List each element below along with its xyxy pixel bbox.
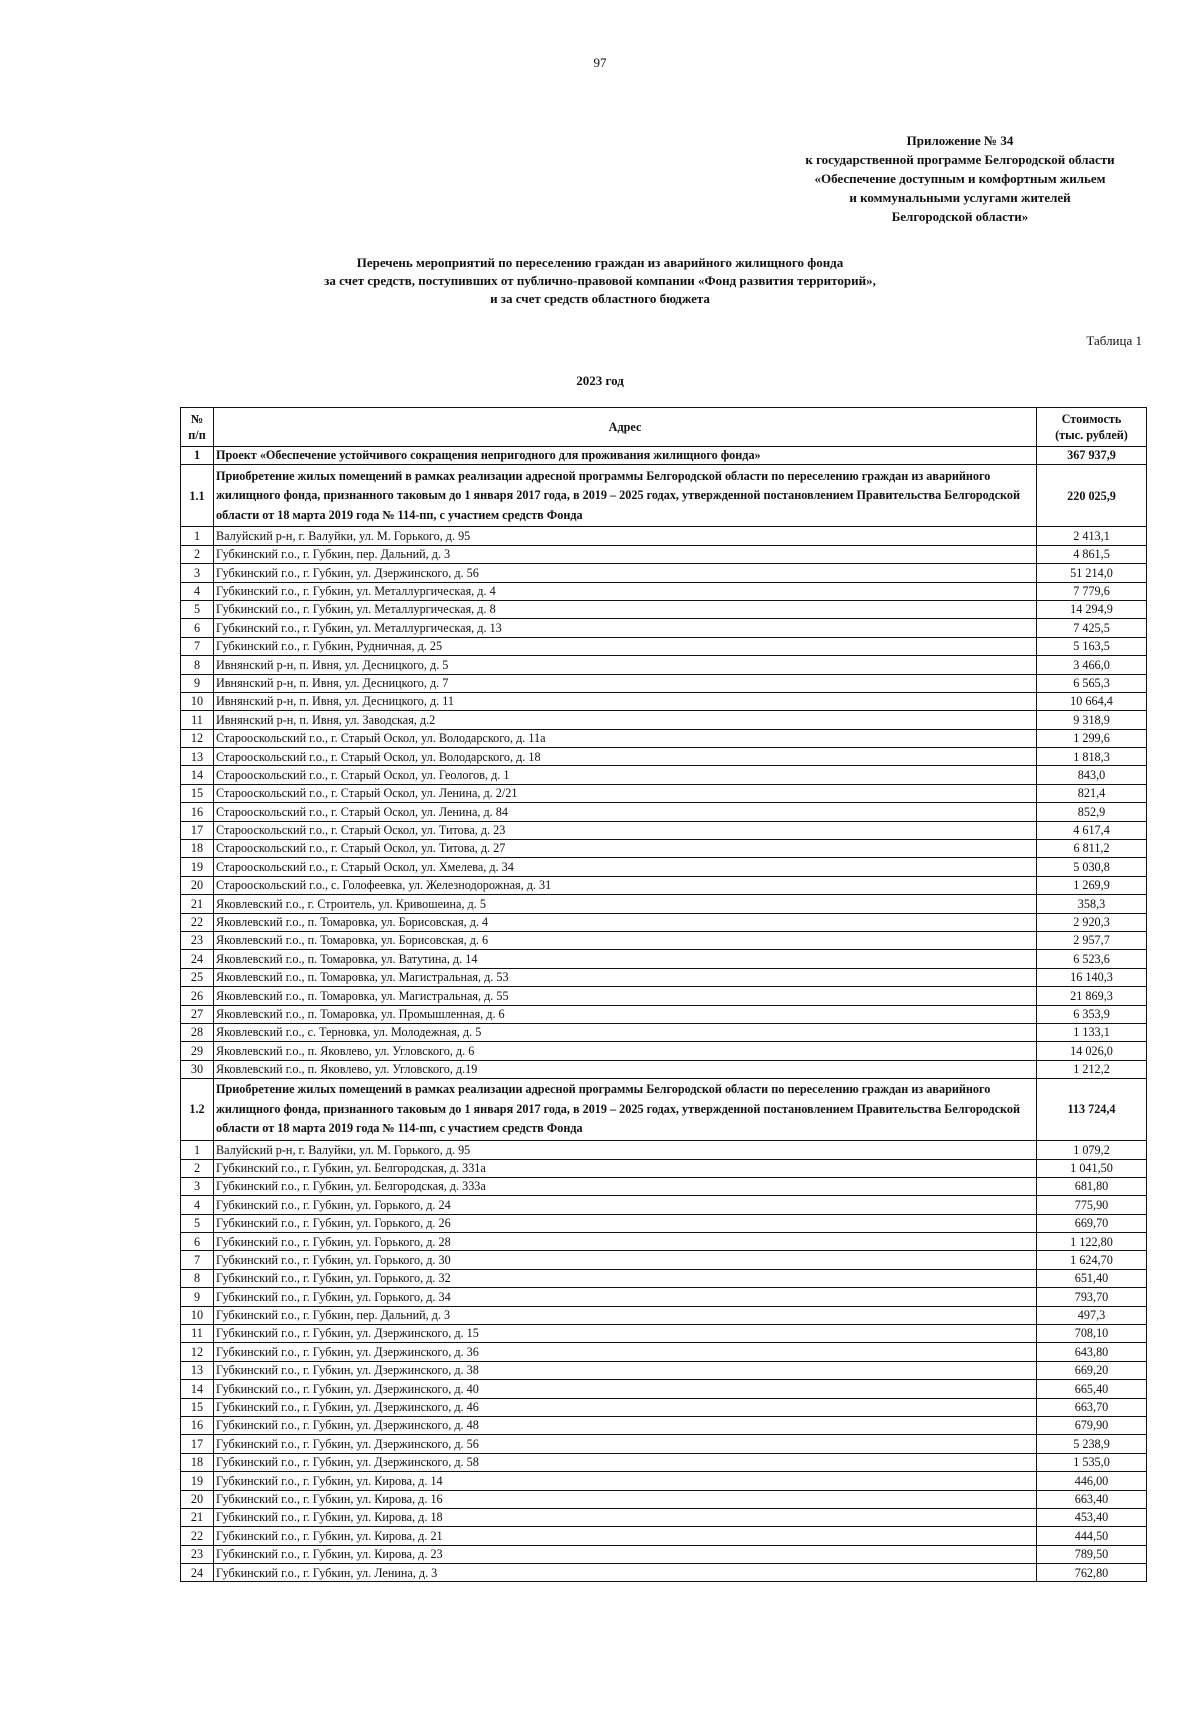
row-address: Ивнянский р-н, п. Ивня, ул. Десницкого, д. 5 (214, 656, 1037, 674)
row-number: 9 (181, 1288, 214, 1306)
row-address: Губкинский г.о., г. Губкин, ул. Горького, д. 24 (214, 1196, 1037, 1214)
table-row (181, 1325, 1147, 1343)
row-cost: 5 030,8 (1037, 858, 1147, 876)
table-row (181, 1490, 1147, 1508)
row-cost: 1 122,80 (1037, 1233, 1147, 1251)
table-row (181, 545, 1147, 563)
row-number: 6 (181, 619, 214, 637)
row-number: 3 (181, 564, 214, 582)
row-number: 3 (181, 1177, 214, 1195)
appendix-line: Белгородской области» (891, 209, 1029, 224)
row-number: 7 (181, 1251, 214, 1269)
table-row (181, 876, 1147, 894)
row-number: 4 (181, 1196, 214, 1214)
table-row (181, 582, 1147, 600)
row-address: Яковлевский г.о., г. Строитель, ул. Кривошеина, д. 5 (214, 895, 1037, 913)
row-address: Губкинский г.о., г. Губкин, ул. Белгородская, д. 333а (214, 1177, 1037, 1195)
row-address: Яковлевский г.о., п. Яковлево, ул. Угловского, д. 6 (214, 1042, 1037, 1060)
row-cost: 5 163,5 (1037, 637, 1147, 655)
row-cost: 793,70 (1037, 1288, 1147, 1306)
table-row (181, 465, 1147, 527)
row-cost: 2 413,1 (1037, 527, 1147, 545)
row-cost: 444,50 (1037, 1527, 1147, 1545)
row-cost: 669,70 (1037, 1214, 1147, 1232)
row-number: 11 (181, 1325, 214, 1343)
row-address: Приобретение жилых помещений в рамках реализации адресной программы Белгородской области по переселению граждан из аварийного жилищного фонда, признанного таковым до 1 января 2017 года, в 2019 – 2025 годах, утвержденной постановлением Правительства Белгородской области от 18 марта 2019 года № 114-пп, с участием средств Фонда (214, 465, 1037, 527)
row-address: Губкинский г.о., г. Губкин, ул. Белгородская, д. 331а (214, 1159, 1037, 1177)
row-cost: 3 466,0 (1037, 656, 1147, 674)
row-cost: 4 861,5 (1037, 545, 1147, 563)
row-cost: 1 299,6 (1037, 729, 1147, 747)
title-line: Перечень мероприятий по переселению граждан из аварийного жилищного фонда (356, 255, 844, 270)
row-address: Губкинский г.о., г. Губкин, ул. Дзержинского, д. 36 (214, 1343, 1037, 1361)
row-address: Ивнянский р-н, п. Ивня, ул. Заводская, д.2 (214, 711, 1037, 729)
table-header-row (181, 408, 1147, 447)
row-address: Яковлевский г.о., с. Терновка, ул. Молодежная, д. 5 (214, 1023, 1037, 1041)
header-address (214, 408, 1037, 447)
row-number: 1 (181, 447, 214, 465)
row-cost: 2 957,7 (1037, 931, 1147, 949)
row-address: Старооскольский г.о., г. Старый Оскол, ул. Титова, д. 27 (214, 840, 1037, 858)
table-row (181, 637, 1147, 655)
row-cost: 7 779,6 (1037, 582, 1147, 600)
row-cost: 453,40 (1037, 1508, 1147, 1526)
table-label: Таблица 1 (1086, 333, 1142, 348)
table-row (181, 1527, 1147, 1545)
row-address: Губкинский г.о., г. Губкин, ул. Горького, д. 32 (214, 1269, 1037, 1287)
row-number: 30 (181, 1060, 214, 1078)
table-row (181, 527, 1147, 545)
row-number: 21 (181, 1508, 214, 1526)
row-number: 10 (181, 692, 214, 710)
table-row (181, 1214, 1147, 1232)
row-cost: 1 818,3 (1037, 748, 1147, 766)
table-row (181, 1005, 1147, 1023)
table-row (181, 619, 1147, 637)
row-number: 23 (181, 1545, 214, 1563)
row-address: Старооскольский г.о., г. Старый Оскол, ул. Володарского, д. 11а (214, 729, 1037, 747)
row-cost: 6 523,6 (1037, 950, 1147, 968)
row-address: Старооскольский г.о., с. Голофеевка, ул. Железнодорожная, д. 31 (214, 876, 1037, 894)
table-row (181, 1023, 1147, 1041)
row-address: Яковлевский г.о., п. Томаровка, ул. Борисовская, д. 4 (214, 913, 1037, 931)
title-line: за счет средств, поступивших от публично-правовой компании «Фонд развития территорий», (324, 273, 876, 288)
table-row (181, 858, 1147, 876)
table-body (181, 447, 1147, 1582)
row-cost: 113 724,4 (1037, 1079, 1147, 1141)
row-address: Губкинский г.о., г. Губкин, ул. Металлургическая, д. 13 (214, 619, 1037, 637)
row-cost: 14 294,9 (1037, 600, 1147, 618)
table-row (181, 564, 1147, 582)
row-number: 19 (181, 1472, 214, 1490)
row-address: Губкинский г.о., г. Губкин, ул. Дзержинского, д. 56 (214, 564, 1037, 582)
row-number: 10 (181, 1306, 214, 1324)
row-cost: 651,40 (1037, 1269, 1147, 1287)
row-number: 22 (181, 913, 214, 931)
row-number: 19 (181, 858, 214, 876)
row-number: 13 (181, 1361, 214, 1379)
row-number: 2 (181, 1159, 214, 1177)
row-address: Проект «Обеспечение устойчивого сокращения непригодного для проживания жилищного фонда» (214, 447, 1037, 465)
row-number: 29 (181, 1042, 214, 1060)
appendix-line: и коммунальными услугами жителей (849, 190, 1071, 205)
table-row (181, 692, 1147, 710)
row-cost: 6 353,9 (1037, 1005, 1147, 1023)
row-number: 18 (181, 1453, 214, 1471)
row-address: Губкинский г.о., г. Губкин, ул. Дзержинского, д. 56 (214, 1435, 1037, 1453)
resettlement-table (180, 407, 1147, 1582)
row-number: 12 (181, 1343, 214, 1361)
table-row (181, 1343, 1147, 1361)
row-address: Яковлевский г.о., п. Томаровка, ул. Ватутина, д. 14 (214, 950, 1037, 968)
row-number: 28 (181, 1023, 214, 1041)
row-number: 27 (181, 1005, 214, 1023)
table-row (181, 1435, 1147, 1453)
table-row (181, 895, 1147, 913)
row-number: 18 (181, 840, 214, 858)
row-cost: 663,40 (1037, 1490, 1147, 1508)
row-number: 9 (181, 674, 214, 692)
table-row (181, 1453, 1147, 1471)
row-address: Губкинский г.о., г. Губкин, Рудничная, д. 25 (214, 637, 1037, 655)
table-row (181, 968, 1147, 986)
row-cost: 665,40 (1037, 1380, 1147, 1398)
row-address: Губкинский г.о., г. Губкин, ул. Дзержинского, д. 48 (214, 1416, 1037, 1434)
row-cost: 10 664,4 (1037, 692, 1147, 710)
row-cost: 2 920,3 (1037, 913, 1147, 931)
table-row (181, 1060, 1147, 1078)
page-number: 97 (593, 55, 607, 70)
document-title (250, 254, 950, 308)
row-cost: 358,3 (1037, 895, 1147, 913)
row-number: 16 (181, 1416, 214, 1434)
row-number: 17 (181, 1435, 214, 1453)
row-address: Старооскольский г.о., г. Старый Оскол, ул. Титова, д. 23 (214, 821, 1037, 839)
row-number: 11 (181, 711, 214, 729)
row-address: Губкинский г.о., г. Губкин, пер. Дальний, д. 3 (214, 1306, 1037, 1324)
table-row (181, 821, 1147, 839)
row-address: Валуйский р-н, г. Валуйки, ул. М. Горького, д. 95 (214, 1141, 1037, 1159)
row-address: Губкинский г.о., г. Губкин, ул. Дзержинского, д. 15 (214, 1325, 1037, 1343)
row-number: 16 (181, 803, 214, 821)
header-num-text: № п/п (188, 411, 206, 442)
row-cost: 762,80 (1037, 1564, 1147, 1582)
table-row (181, 674, 1147, 692)
table-row (181, 1380, 1147, 1398)
row-address: Губкинский г.о., г. Губкин, пер. Дальний, д. 3 (214, 545, 1037, 563)
row-address: Губкинский г.о., г. Губкин, ул. Горького, д. 28 (214, 1233, 1037, 1251)
header-num (181, 408, 214, 447)
row-cost: 6 565,3 (1037, 674, 1147, 692)
row-cost: 1 269,9 (1037, 876, 1147, 894)
row-cost: 775,90 (1037, 1196, 1147, 1214)
row-number: 26 (181, 987, 214, 1005)
row-address: Старооскольский г.о., г. Старый Оскол, ул. Хмелева, д. 34 (214, 858, 1037, 876)
row-number: 22 (181, 1527, 214, 1545)
row-cost: 21 869,3 (1037, 987, 1147, 1005)
row-number: 7 (181, 637, 214, 655)
table-row (181, 766, 1147, 784)
appendix-header (700, 131, 1200, 226)
row-address: Ивнянский р-н, п. Ивня, ул. Десницкого, д. 7 (214, 674, 1037, 692)
row-cost: 4 617,4 (1037, 821, 1147, 839)
row-address: Ивнянский р-н, п. Ивня, ул. Десницкого, д. 11 (214, 692, 1037, 710)
table-row (181, 1251, 1147, 1269)
table-row (181, 1472, 1147, 1490)
row-cost: 16 140,3 (1037, 968, 1147, 986)
row-number: 24 (181, 950, 214, 968)
table-row (181, 1545, 1147, 1563)
header-cost-text: Стоимость (тыс. рублей) (1055, 411, 1128, 442)
row-address: Старооскольский г.о., г. Старый Оскол, ул. Геологов, д. 1 (214, 766, 1037, 784)
row-number: 5 (181, 600, 214, 618)
row-number: 15 (181, 1398, 214, 1416)
table-row (181, 656, 1147, 674)
table-row (181, 729, 1147, 747)
table-row (181, 1141, 1147, 1159)
row-address: Губкинский г.о., г. Губкин, ул. Кирова, д. 16 (214, 1490, 1037, 1508)
row-number: 1.2 (181, 1079, 214, 1141)
row-cost: 1 624,70 (1037, 1251, 1147, 1269)
row-cost: 821,4 (1037, 784, 1147, 802)
row-number: 15 (181, 784, 214, 802)
row-number: 20 (181, 876, 214, 894)
row-address: Губкинский г.о., г. Губкин, ул. Кирова, д. 23 (214, 1545, 1037, 1563)
row-address: Губкинский г.о., г. Губкин, ул. Ленина, д. 3 (214, 1564, 1037, 1582)
row-number: 12 (181, 729, 214, 747)
row-cost: 6 811,2 (1037, 840, 1147, 858)
row-cost: 1 041,50 (1037, 1159, 1147, 1177)
row-address: Яковлевский г.о., п. Томаровка, ул. Борисовская, д. 6 (214, 931, 1037, 949)
table-row (181, 1288, 1147, 1306)
row-address: Губкинский г.о., г. Губкин, ул. Дзержинского, д. 58 (214, 1453, 1037, 1471)
row-number: 4 (181, 582, 214, 600)
row-number: 5 (181, 1214, 214, 1232)
row-address: Яковлевский г.о., п. Томаровка, ул. Магистральная, д. 55 (214, 987, 1037, 1005)
table-row (181, 803, 1147, 821)
table-row (181, 931, 1147, 949)
title-line: и за счет средств областного бюджета (490, 291, 710, 306)
row-address: Губкинский г.о., г. Губкин, ул. Горького, д. 34 (214, 1288, 1037, 1306)
row-number: 1 (181, 527, 214, 545)
row-number: 8 (181, 1269, 214, 1287)
row-address: Старооскольский г.о., г. Старый Оскол, ул. Володарского, д. 18 (214, 748, 1037, 766)
row-address: Приобретение жилых помещений в рамках реализации адресной программы Белгородской области по переселению граждан из аварийного жилищного фонда, признанного таковым до 1 января 2017 года, в 2019 – 2025 годах, утвержденной постановлением Правительства Белгородской области от 18 марта 2019 года № 114-пп, с участием средств Фонда (214, 1079, 1037, 1141)
row-number: 1 (181, 1141, 214, 1159)
header-cost (1037, 408, 1147, 447)
row-cost: 5 238,9 (1037, 1435, 1147, 1453)
row-address: Валуйский р-н, г. Валуйки, ул. М. Горького, д. 95 (214, 527, 1037, 545)
table-row (181, 1398, 1147, 1416)
table-row (181, 600, 1147, 618)
row-address: Губкинский г.о., г. Губкин, ул. Металлургическая, д. 4 (214, 582, 1037, 600)
table-row (181, 1269, 1147, 1287)
row-cost: 643,80 (1037, 1343, 1147, 1361)
row-cost: 843,0 (1037, 766, 1147, 784)
row-address: Губкинский г.о., г. Губкин, ул. Дзержинского, д. 38 (214, 1361, 1037, 1379)
row-cost: 1 079,2 (1037, 1141, 1147, 1159)
table-row (181, 1416, 1147, 1434)
year-heading: 2023 год (576, 373, 624, 388)
row-cost: 669,20 (1037, 1361, 1147, 1379)
row-cost: 14 026,0 (1037, 1042, 1147, 1060)
row-cost: 679,90 (1037, 1416, 1147, 1434)
row-number: 25 (181, 968, 214, 986)
table-row (181, 1159, 1147, 1177)
row-cost: 7 425,5 (1037, 619, 1147, 637)
table-row (181, 987, 1147, 1005)
table-row (181, 840, 1147, 858)
row-number: 14 (181, 766, 214, 784)
row-address: Губкинский г.о., г. Губкин, ул. Кирова, д. 21 (214, 1527, 1037, 1545)
row-cost: 663,70 (1037, 1398, 1147, 1416)
row-address: Яковлевский г.о., п. Томаровка, ул. Промышленная, д. 6 (214, 1005, 1037, 1023)
row-number: 14 (181, 1380, 214, 1398)
row-cost: 1 133,1 (1037, 1023, 1147, 1041)
row-cost: 852,9 (1037, 803, 1147, 821)
row-number: 24 (181, 1564, 214, 1582)
row-address: Губкинский г.о., г. Губкин, ул. Металлургическая, д. 8 (214, 600, 1037, 618)
row-address: Губкинский г.о., г. Губкин, ул. Кирова, д. 18 (214, 1508, 1037, 1526)
row-address: Губкинский г.о., г. Губкин, ул. Дзержинского, д. 46 (214, 1398, 1037, 1416)
appendix-line: к государственной программе Белгородской области (805, 152, 1115, 167)
table-row (181, 1361, 1147, 1379)
row-cost: 1 212,2 (1037, 1060, 1147, 1078)
table-row (181, 711, 1147, 729)
row-number: 17 (181, 821, 214, 839)
row-cost: 51 214,0 (1037, 564, 1147, 582)
row-number: 2 (181, 545, 214, 563)
row-cost: 446,00 (1037, 1472, 1147, 1490)
row-address: Яковлевский г.о., п. Яковлево, ул. Угловского, д.19 (214, 1060, 1037, 1078)
row-cost: 708,10 (1037, 1325, 1147, 1343)
row-address: Старооскольский г.о., г. Старый Оскол, ул. Ленина, д. 84 (214, 803, 1037, 821)
row-cost: 1 535,0 (1037, 1453, 1147, 1471)
table-row (181, 784, 1147, 802)
row-cost: 497,3 (1037, 1306, 1147, 1324)
table-row (181, 1508, 1147, 1526)
row-number: 6 (181, 1233, 214, 1251)
table-row (181, 1233, 1147, 1251)
table-row (181, 950, 1147, 968)
table-row (181, 1196, 1147, 1214)
table-row (181, 913, 1147, 931)
table-row (181, 1177, 1147, 1195)
row-address: Губкинский г.о., г. Губкин, ул. Горького, д. 26 (214, 1214, 1037, 1232)
row-number: 20 (181, 1490, 214, 1508)
row-cost: 9 318,9 (1037, 711, 1147, 729)
row-address: Яковлевский г.о., п. Томаровка, ул. Магистральная, д. 53 (214, 968, 1037, 986)
row-number: 23 (181, 931, 214, 949)
row-address: Старооскольский г.о., г. Старый Оскол, ул. Ленина, д. 2/21 (214, 784, 1037, 802)
row-cost: 220 025,9 (1037, 465, 1147, 527)
header-address-text: Адрес (608, 419, 642, 434)
row-number: 8 (181, 656, 214, 674)
table-row (181, 1079, 1147, 1141)
table-row (181, 1042, 1147, 1060)
row-address: Губкинский г.о., г. Губкин, ул. Горького, д. 30 (214, 1251, 1037, 1269)
row-cost: 681,80 (1037, 1177, 1147, 1195)
table-row (181, 447, 1147, 465)
appendix-line: Приложение № 34 (906, 133, 1014, 148)
row-number: 13 (181, 748, 214, 766)
table-row (181, 748, 1147, 766)
row-cost: 367 937,9 (1037, 447, 1147, 465)
row-number: 21 (181, 895, 214, 913)
table-row (181, 1564, 1147, 1582)
row-address: Губкинский г.о., г. Губкин, ул. Дзержинского, д. 40 (214, 1380, 1037, 1398)
row-number: 1.1 (181, 465, 214, 527)
row-address: Губкинский г.о., г. Губкин, ул. Кирова, д. 14 (214, 1472, 1037, 1490)
row-cost: 789,50 (1037, 1545, 1147, 1563)
table-row (181, 1306, 1147, 1324)
appendix-line: «Обеспечение доступным и комфортным жильем (814, 171, 1106, 186)
